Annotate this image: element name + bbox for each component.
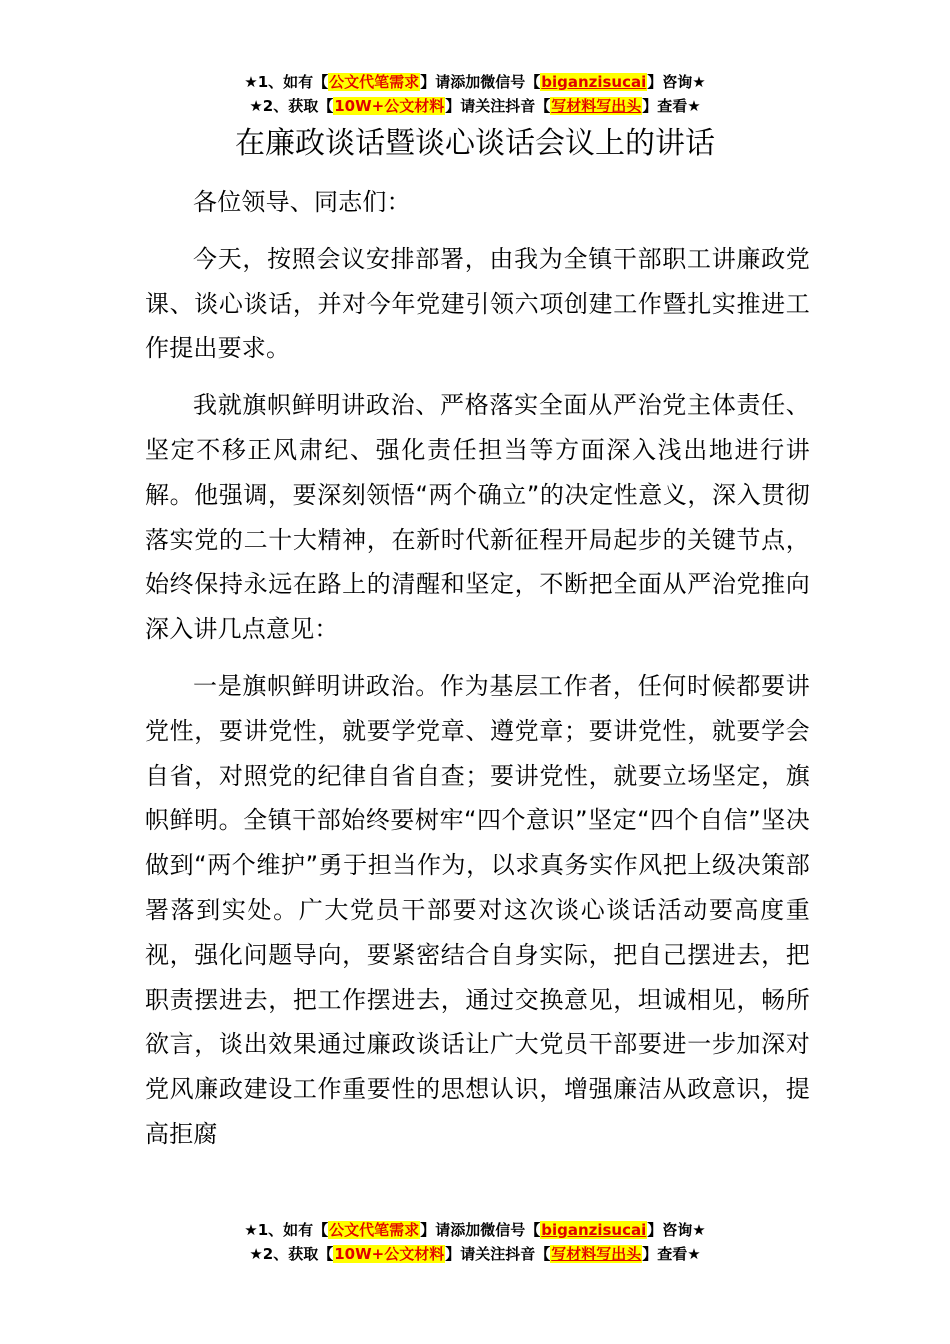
- wechat-id-link[interactable]: biganzisucai: [541, 1221, 647, 1239]
- banner-line-1: [0, 1218, 950, 1242]
- banner-text: 】查看★: [642, 1245, 701, 1263]
- banner-text: 】查看★: [642, 97, 701, 115]
- wechat-id-link[interactable]: biganzisucai: [541, 73, 647, 91]
- banner-text: 】咨询★: [647, 1221, 706, 1239]
- footer-banner: [0, 1218, 950, 1266]
- banner-text: 】请添加微信号【: [420, 1221, 541, 1239]
- douyin-account-link[interactable]: 写材料写出头: [551, 97, 642, 115]
- banner-text: ★2、获取【: [249, 1245, 334, 1263]
- banner-text: 】请关注抖音【: [445, 97, 551, 115]
- banner-line-1: [0, 70, 950, 94]
- paragraph: 一是旗帜鲜明讲政治。作为基层工作者，任何时候都要讲党性，要讲党性，就要学党章、遵党章；要讲党性，就要学会自省，对照党的纪律自省自查；要讲党性，就要立场坚定，旗帜鲜明。全镇干部始终要树牢“四个意识”坚定“四个自信”坚决做到“两个维护”勇于担当作为，以求真务实作风把上级决策部署落到实处。广大党员干部要对这次谈心谈话活动要高度重视，强化问题导向，要紧密结合自身实际，把自己摆进去，把职责摆进去，把工作摆进去，通过交换意见，坦诚相见，畅所欲言，谈出效果通过廉政谈话让广大党员干部要进一步加深对党风廉政建设工作重要性的思想认识，增强廉洁从政意识，提高拒腐: [145, 671, 810, 1148]
- banner-line-2: [0, 94, 950, 118]
- banner-text: ★2、获取【: [249, 97, 334, 115]
- paragraph: 今天，按照会议安排部署，由我为全镇干部职工讲廉政党课、谈心谈话，并对今年党建引领六项创建工作暨扎实推进工作提出要求。: [145, 244, 810, 363]
- banner-line-2: [0, 1242, 950, 1266]
- banner-text: ★1、如有【: [244, 73, 329, 91]
- highlight-materials: 10W+公文材料: [334, 97, 445, 115]
- document-title: 在廉政谈话暨谈心谈话会议上的讲话: [235, 126, 715, 161]
- document-body: [145, 180, 810, 1169]
- highlight-materials: 10W+公文材料: [334, 1245, 445, 1263]
- douyin-account-link[interactable]: 写材料写出头: [551, 1245, 642, 1263]
- highlight-service: 公文代笔需求: [329, 73, 420, 91]
- banner-text: 】请添加微信号【: [420, 73, 541, 91]
- banner-text: 】请关注抖音【: [445, 1245, 551, 1263]
- banner-text: ★1、如有【: [244, 1221, 329, 1239]
- header-banner: [0, 70, 950, 118]
- highlight-service: 公文代笔需求: [329, 1221, 420, 1239]
- salutation: 各位领导、同志们：: [193, 188, 411, 216]
- paragraph: 我就旗帜鲜明讲政治、严格落实全面从严治党主体责任、坚定不移正风肃纪、强化责任担当等方面深入浅出地进行讲解。他强调，要深刻领悟“两个确立”的决定性意义，深入贯彻落实党的二十大精神，在新时代新征程开局起步的关键节点，始终保持永远在路上的清醒和坚定，不断把全面从严治党推向深入讲几点意见：: [145, 391, 810, 644]
- banner-text: 】咨询★: [647, 73, 706, 91]
